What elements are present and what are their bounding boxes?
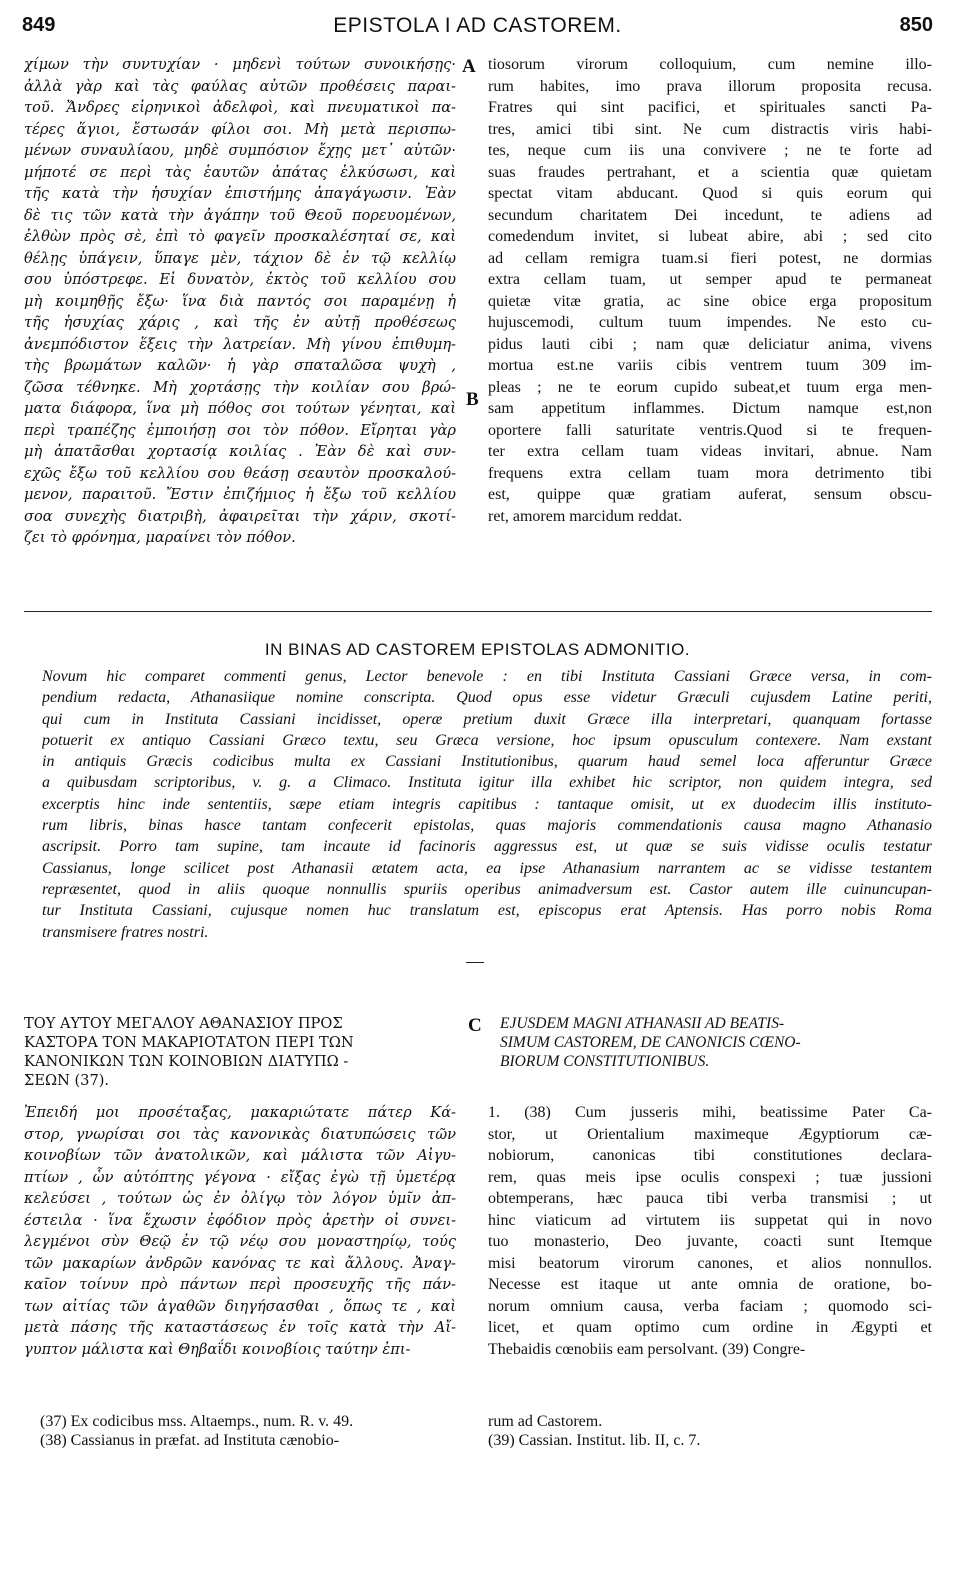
latin-text-line: stor, ut Orientalium maximeque Ægyptiorum cæ-	[488, 1125, 932, 1143]
admonitio-line: tur Instituta Cassiani, cujusque nomen huc translatum est, episcopus erat Aptensis. Has porro nobis Roma	[42, 902, 932, 920]
greek-text-line: των αἰτίας τῶν ἀγαθῶν διηγήσασθαι , ὅπως τε , καὶ	[24, 1297, 456, 1315]
top-greek-column	[24, 54, 456, 549]
greek-text-line: τῆς ἡσυχίας χάρις , καὶ τῆς ἐν αὐτῇ προθέσεως	[24, 314, 456, 331]
latin-text-line: ter extra cellam tuam videas invitari, abnue. Nam	[488, 443, 932, 460]
latin-text-line: obtemperans, hæc pauca tibi verba transmisi ; ut	[488, 1190, 932, 1207]
margin-marker-c: C	[468, 1015, 482, 1036]
greek-text-line: μήποτέ σε περὶ τὰς ἑαυτῶν ἀπάτας ἑλκύσωσι, καὶ	[24, 163, 456, 181]
greek-text-line: ματα διάφορα, ἵνα μὴ πόθος σοι τούτων γένηται, καὶ	[24, 400, 456, 417]
greek-text-line: περὶ τραπέζης ἐμποιήσῃ σοι τὸν πόθον. Εἴρηται γὰρ	[24, 421, 456, 439]
greek-text-line: γυπτον μάλιστα καὶ Θηβαΐδι κοινοβίοις ταύτην ἐπι-	[24, 1340, 411, 1358]
latin-text-line: Fratres qui sint pacifici, et spirituales sancti Pa-	[488, 99, 932, 116]
greek-text-line: δὲ τις τῶν κατὰ τὴν ἀγάπην τοῦ Θεοῦ πορευομένων,	[24, 206, 456, 224]
greek-text-line: τέρες ἅγιοι, ἔστωσάν φίλοι σοι. Μὴ μετὰ περισπω-	[24, 120, 456, 138]
greek-text-line: τῶν μακαρίων ἀνδρῶν κανόνας τε καὶ ἄλλους. Ἀναγ-	[24, 1254, 456, 1272]
latin-text-line: hujuscemodi, cultum tuum impendes. Ne esto cu-	[488, 314, 932, 331]
latin-text-line: quietæ vitæ gratia, ac sine obice erga propositum	[488, 292, 932, 310]
latin-text-line: ad cellam remigra tuam.si fieri potest, ne dormias	[488, 249, 932, 267]
admonitio-body	[42, 666, 932, 943]
latin-text-line: suas fraudes pertrahant, et a scientia quæ quietam	[488, 163, 932, 181]
greek-heading	[24, 1014, 460, 1090]
greek-text-line: τῆς κατὰ τὴν ἡσυχίαν ἐπιστήμης ἀπαγάγωσιν. Ἐὰν	[24, 185, 456, 202]
admonitio-line: in antiquis Græcis codicibus multa ex Cassiani Institutionibus, quarum haud semel loca afferuntur Græce	[42, 753, 932, 771]
admonitio-line: a quibusdam scriptoribus, v. g. a Climaco. Instituta igitur illa exhibet hic scriptor, non quidem integra, sed	[42, 774, 932, 792]
latin-text-line: sam appetitum inflammes. Dictum namque est,non	[488, 400, 932, 417]
greek-text-line: θέλῃς ὑπάγειν, ὕπαγε μὲν, τάχιον δὲ ἐν τῷ κελλίῳ	[24, 249, 456, 267]
latin-text-line: tes, neque cum iis una convivere ; ne te forte ad	[488, 142, 932, 159]
latin-text-line: mortua est.ne variis cibis ventrem tuum 309 im-	[488, 357, 932, 374]
footnotes-left	[40, 1412, 460, 1450]
greek-text-line: στορ, γνωρίσαι σοι τὰς κανονικὰς διατυπώσεις τῶν	[24, 1125, 456, 1143]
greek-text-line: χίμων τὴν συντυχίαν · μηδενὶ τούτων συνοικήσῃς·	[24, 56, 456, 73]
latin-text-line: pleas ; ne te eorum cupido subeat,et tuum erga men-	[488, 378, 932, 396]
latin-text-line: hinc viaticum ad virtutem iis suppetat qui in novo	[488, 1211, 932, 1229]
admonitio-line: qui cum in Instituta Cassiani incidisset, operæ pretium duxit Græce illa interpretari, quanquam fortasse	[42, 710, 932, 728]
latin-text-line: 1. (38) Cum jusseris mihi, beatissime Pater Ca-	[488, 1104, 932, 1121]
latin-heading-line: BIORUM CONSTITUTIONIBUS.	[500, 1053, 710, 1070]
latin-text-line: norum omnium causa, verba faciam ; quomodo sci-	[488, 1297, 932, 1315]
latin-text-line: secundum charitatem Dei incedunt, te adiens ad	[488, 206, 932, 224]
greek-text-line: καῖον τοίνυν πρὸ πάντων περὶ προσευχῆς τῆς πάν-	[24, 1276, 456, 1293]
admonitio-line: rum libris, binas hasce tantam confecerit epistolas, quas majoris commendationis causa magno Athanasio	[42, 817, 932, 835]
footnote-line: (38) Cassianus in præfat. ad Instituta cænobio-	[40, 1432, 340, 1449]
greek-text-line: Ἐπειδή μοι προσέταξας, μακαριώτατε πάτερ Κά-	[24, 1104, 456, 1121]
greek-heading-line: ΣΕΩΝ (37).	[24, 1072, 110, 1089]
latin-heading-line: SIMUM CASTOREM, DE CANONICIS CŒNO-	[500, 1034, 801, 1051]
greek-text-line: σου ὑπόστρεφε. Εἰ δυνατὸν, ἐκτὸς τοῦ κελλίου σου	[24, 271, 456, 288]
latin-text-line: oportere falli saturitate ventris.Quod si te frequen-	[488, 421, 932, 439]
bottom-greek-column	[24, 1102, 456, 1360]
running-header	[22, 14, 933, 44]
top-latin-column	[488, 54, 932, 527]
footnote-line: (39) Cassian. Institut. lib. II, c. 7.	[488, 1432, 701, 1449]
greek-text-line: μὴ κοιμηθῇς ἔξω· ἵνα διὰ παντός σοι παραμένῃ ἡ	[24, 292, 456, 310]
greek-text-line: ζῶσα τέθνηκε. Μὴ χορτάσῃς τὴν κοιλίαν σου βρώ-	[24, 378, 456, 396]
greek-text-line: τοῦ. Ἄνδρες εἰρηνικοὶ ἀδελφοὶ, καὶ πνευματικοὶ πα-	[24, 99, 456, 116]
latin-text-line: est, quippe quæ gratiam auferat, sensum obscu-	[488, 486, 932, 503]
greek-text-line: ἐλθὼν πρὸς σὲ, ἐπὶ τὸ φαγεῖν προσκαλέσηταί σε, καὶ	[24, 228, 456, 245]
greek-text-line: κοινοβίων τῶν ἀνατολικῶν, καὶ μάλιστα τῶν Αἰγυ-	[24, 1147, 456, 1164]
latin-text-line: tres, amici tibi sint. Ne cum distractis viris habi-	[488, 120, 932, 138]
greek-text-line: τὴς βρωμάτων καλῶν· ἡ γὰρ σπαταλῶσα ψυχὴ ,	[24, 357, 456, 374]
page-number-right: 850	[899, 14, 933, 36]
greek-text-line: ἀνεμπόδιστον ἕξεις τὴν λατρείαν. Μὴ γίνου ἐπιθυμη-	[24, 335, 456, 353]
latin-text-line: Thebaidis cœnobiis eam persolvant. (39) Congre-	[488, 1340, 806, 1358]
greek-heading-line: ΚΑΣΤΟΡΑ ΤΟΝ ΜΑΚΑΡΙΟΤΑΤΟΝ ΠΕΡΙ ΤΩΝ	[24, 1034, 354, 1051]
footnote-line: rum ad Castorem.	[488, 1413, 603, 1430]
latin-text-line: frequens extra cellam tuam mora detrimento tibi	[488, 464, 932, 482]
admonitio-line: transmisere fratres nostri.	[42, 923, 209, 941]
admonitio-title: IN BINAS AD CASTOREM EPISTOLAS ADMONITIO.	[264, 640, 691, 659]
latin-text-line: rum habites, imo prava illorum proposita recusa.	[488, 77, 932, 95]
greek-text-line: έστειλα · ἵνα ἔχωσιν ἐφόδιον πρὸς ἀρετὴν οἱ συνει-	[24, 1211, 456, 1229]
latin-text-line: extra cellam tuam, ut semper apud te permaneat	[488, 271, 932, 288]
greek-text-line: μένων συναυλίαου, μηδὲ συμπόσιον ἔχῃς μετ᾿ αὐτῶν·	[24, 142, 456, 159]
admonitio-line: Novum hic comparet commenti genus, Lector benevole : en tibi Instituta Cassiani Græce versa, in com-	[42, 668, 932, 685]
greek-text-line: ζει τὸ φρόνημα, μαραίνει τὸν πόθον.	[24, 529, 296, 546]
section-divider	[24, 611, 932, 612]
page-number-left: 849	[22, 14, 56, 36]
short-divider	[466, 962, 484, 963]
greek-text-line: λεγμένοι σὺν Θεῷ ἐν τῷ νέῳ σου μοναστηρίῳ, τούς	[24, 1233, 456, 1250]
latin-text-line: licet, et quam optimo cum ordine in Ægypti et	[488, 1319, 932, 1336]
greek-text-line: μενον, παραιτοῦ. Ἔστιν ἐπιζήμιος ἡ ἔξω τοῦ κελλίου	[24, 486, 456, 503]
latin-text-line: Necesse est itaque ut ante omnia de oratione, bo-	[488, 1276, 932, 1293]
footnotes-right	[488, 1412, 932, 1450]
margin-marker-b: B	[466, 389, 479, 410]
admonitio-line: ascripsit. Porro tam supine, tam incaute id facinoris aggressus est, ut quæ se suis vidisse oculis testatur	[42, 838, 932, 856]
latin-text-line: rem, quas meis ipse oculis conspexi ; tuæ jussioni	[488, 1168, 932, 1186]
greek-text-line: μὴ ἀπατᾶσθαι χορτασίᾳ κοιλίας . Ἐὰν δὲ καὶ συν-	[24, 443, 456, 460]
greek-text-line: εχῶς ἔξω τοῦ κελλίου σου θεάσῃ σεαυτὸν προσκαλού-	[24, 464, 456, 482]
page-title: EPISTOLA I AD CASTOREM.	[333, 14, 622, 37]
greek-text-line: μετὰ πάσης τῆς καταστάσεως ἐν τοῖς κατὰ τὴν Αἴ-	[24, 1319, 456, 1336]
footnote-line: (37) Ex codicibus mss. Altaemps., num. R. v. 49.	[40, 1413, 354, 1430]
latin-text-line: comedendum invitet, si lubeat abire, abi ; sed cito	[488, 228, 932, 245]
latin-text-line: tiosorum virorum colloquium, cum nemine illo-	[488, 56, 932, 73]
greek-text-line: σοα συνεχὴς διατριβὴ, ἀφαιρεῖται τὴν χάριν, σκοτί-	[24, 507, 456, 525]
greek-heading-line: ΤΟΥ ΑΥΤΟΥ ΜΕΓΑΛΟΥ ΑΘΑΝΑΣΙΟΥ ΠΡΟΣ	[24, 1015, 343, 1032]
margin-marker-a: A	[462, 56, 476, 77]
latin-text-line: pidus lauti cibi ; nam quæ deliciatur anima, vivens	[488, 335, 932, 353]
greek-text-line: κελεύσει , τούτων ὡς ἐν ὀλίγῳ τὸν λόγον ὑμῖν ἀπ-	[24, 1190, 456, 1207]
admonitio-line: pendium redacta, Athanasiique nomine conscripta. Quod opus esse videtur Græculi cujusdem Latine periti,	[42, 689, 932, 707]
latin-text-line: tuo monasterio, Deo juvante, coacti sunt Itemque	[488, 1233, 932, 1250]
greek-heading-line: ΚΑΝΟΝΙΚΩΝ ΤΩΝ ΚΟΙΝΟΒΙΩΝ ΔΙΑΤΥΠΩ -	[24, 1053, 349, 1070]
bottom-latin-column	[488, 1102, 932, 1360]
latin-heading-line: EJUSDEM MAGNI ATHANASII AD BEATIS-	[500, 1015, 785, 1032]
greek-text-line: πτίων , ὧν αὐτόπτης γέγονα · εἴξας ἐγὼ τῇ ὑμετέρᾳ	[24, 1168, 456, 1186]
greek-text-line: ἀλλὰ γὰρ καὶ τὰς φαύλας αὐτῶν προθέσεις παραι-	[24, 77, 456, 95]
latin-text-line: nobiorum, canonicas tibi constitutiones declara-	[488, 1147, 932, 1164]
admonitio-line: repræsentet, quod in aliis quoque nonnullis spuriis operibus animadversum est. Castor autem ille cuinuncupan-	[42, 880, 932, 898]
latin-text-line: spectat vitam abducant. Quod si quis eorum qui	[488, 185, 932, 202]
admonitio-line: excerptis hinc inde sententiis, sæpe etiam integris capitibus : tantaque omisit, ut ex duodecim illis instituto-	[42, 795, 932, 813]
latin-text-line: misi beatorum virorum canones, et alios nonnullos.	[488, 1254, 932, 1272]
admonitio-line: potuerit ex antiquo Cassiani Græco textu, seu Græca versione, hoc ipsum opusculum contexere. Nam exstant	[42, 731, 932, 749]
latin-text-line: ret, amorem marcidum reddat.	[488, 507, 683, 525]
latin-heading	[500, 1014, 932, 1071]
admonitio-line: Cassianus, longe scilicet post Athanasii ætatem acta, ea ipse Athanasium narrantem ac se vidisse testantem	[42, 859, 932, 877]
